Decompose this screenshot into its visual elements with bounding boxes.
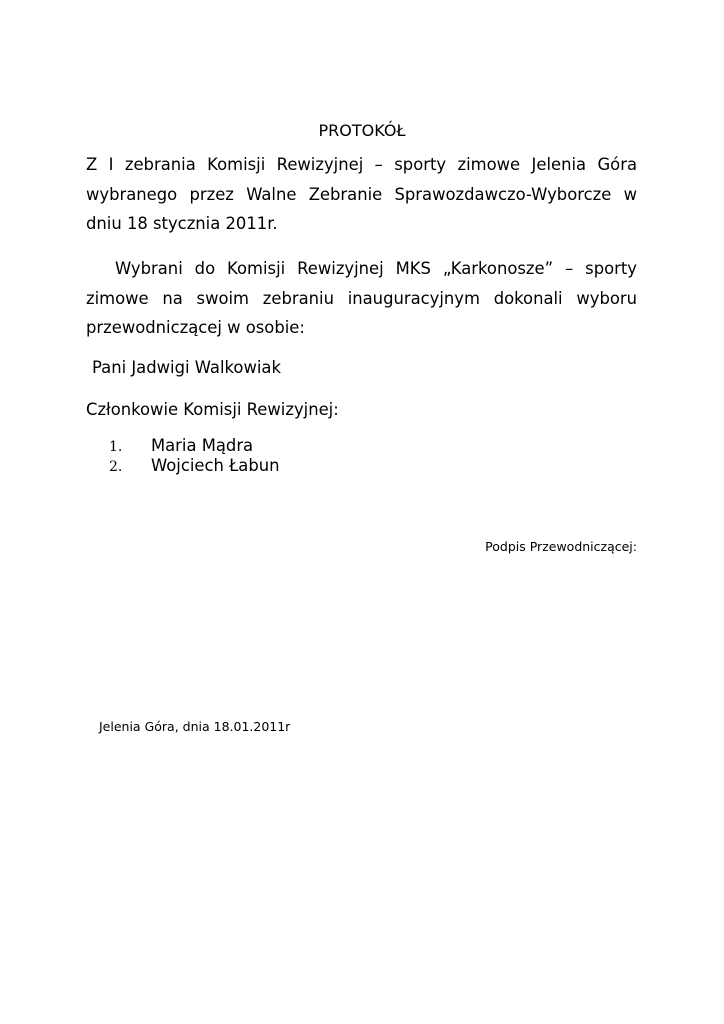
election-paragraph: Wybrani do Komisji Rewizyjnej MKS „Karkonosze” – sporty zimowe na swoim zebraniu inauguracyjnym dokonali wyboru przewodniczącej w osobie: bbox=[86, 259, 637, 337]
list-item bbox=[86, 436, 280, 456]
chairperson-name: Pani Jadwigi Walkowiak bbox=[92, 358, 281, 377]
signature-label: Podpis Przewodniczącej: bbox=[485, 539, 637, 554]
intro-paragraph: Z I zebrania Komisji Rewizyjnej – sporty zimowe Jelenia Góra wybranego przez Walne Zebranie Sprawozdawczo-Wyborcze w dniu 18 stycznia 2011r. bbox=[86, 155, 637, 233]
member-name: Wojciech Łabun bbox=[151, 456, 280, 475]
list-item-number: 1. bbox=[109, 439, 123, 455]
place-and-date: Jelenia Góra, dnia 18.01.2011r bbox=[99, 719, 291, 734]
members-list bbox=[86, 436, 280, 476]
members-heading: Członkowie Komisji Rewizyjnej: bbox=[86, 400, 339, 419]
list-item-number: 2. bbox=[109, 459, 123, 475]
list-item bbox=[86, 456, 280, 476]
document-title: PROTOKÓŁ bbox=[318, 121, 406, 140]
member-name: Maria Mądra bbox=[151, 436, 254, 455]
